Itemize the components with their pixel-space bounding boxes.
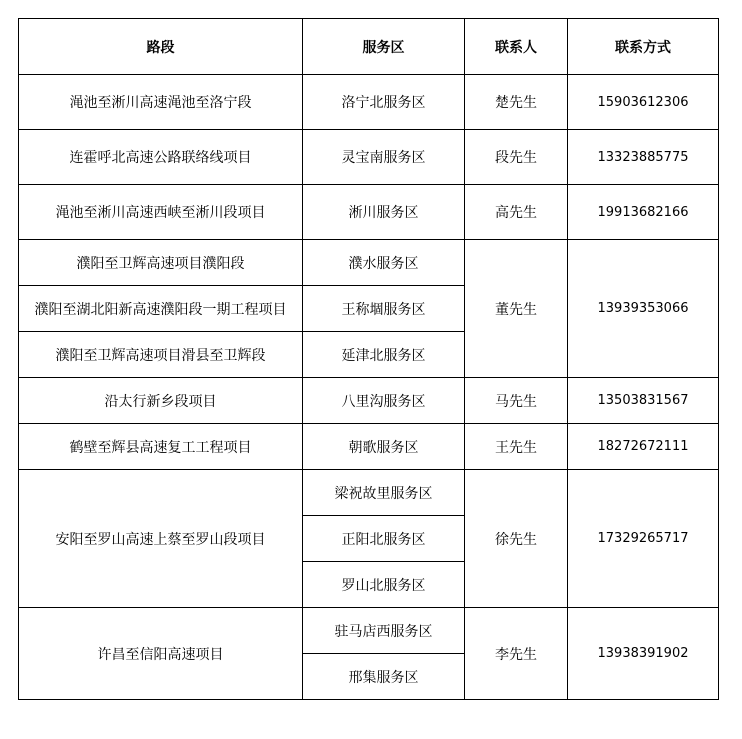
service-area-cell: 灵宝南服务区 bbox=[303, 130, 465, 185]
service-area-cell: 罗山北服务区 bbox=[303, 562, 465, 608]
table-container bbox=[18, 18, 719, 700]
table-row bbox=[19, 240, 719, 286]
contact-cell: 高先生 bbox=[465, 185, 568, 240]
service-area-cell: 梁祝故里服务区 bbox=[303, 470, 465, 516]
road-cell: 渑池至淅川高速西峡至淅川段项目 bbox=[19, 185, 303, 240]
phone-cell: 13323885775 bbox=[568, 130, 719, 185]
header-road: 路段 bbox=[19, 19, 303, 75]
service-area-cell: 驻马店西服务区 bbox=[303, 608, 465, 654]
service-area-cell: 淅川服务区 bbox=[303, 185, 465, 240]
service-area-cell: 朝歌服务区 bbox=[303, 424, 465, 470]
contact-cell: 李先生 bbox=[465, 608, 568, 700]
contact-cell: 段先生 bbox=[465, 130, 568, 185]
table-row bbox=[19, 75, 719, 130]
phone-cell: 17329265717 bbox=[568, 470, 719, 608]
table-row bbox=[19, 378, 719, 424]
service-area-cell: 延津北服务区 bbox=[303, 332, 465, 378]
header-contact: 联系人 bbox=[465, 19, 568, 75]
phone-cell: 18272672111 bbox=[568, 424, 719, 470]
road-cell: 濮阳至卫辉高速项目滑县至卫辉段 bbox=[19, 332, 303, 378]
table-row bbox=[19, 185, 719, 240]
header-service-area: 服务区 bbox=[303, 19, 465, 75]
phone-cell: 19913682166 bbox=[568, 185, 719, 240]
table-row bbox=[19, 424, 719, 470]
road-cell: 濮阳至湖北阳新高速濮阳段一期工程项目 bbox=[19, 286, 303, 332]
table-row bbox=[19, 470, 719, 516]
contact-cell: 马先生 bbox=[465, 378, 568, 424]
phone-cell: 13939353066 bbox=[568, 240, 719, 378]
road-cell: 连霍呼北高速公路联络线项目 bbox=[19, 130, 303, 185]
header-phone: 联系方式 bbox=[568, 19, 719, 75]
road-cell: 渑池至淅川高速渑池至洛宁段 bbox=[19, 75, 303, 130]
phone-cell: 13938391902 bbox=[568, 608, 719, 700]
service-area-cell: 正阳北服务区 bbox=[303, 516, 465, 562]
contact-cell: 董先生 bbox=[465, 240, 568, 378]
road-cell: 濮阳至卫辉高速项目濮阳段 bbox=[19, 240, 303, 286]
contact-cell: 楚先生 bbox=[465, 75, 568, 130]
road-cell: 鹤壁至辉县高速复工工程项目 bbox=[19, 424, 303, 470]
service-area-cell: 八里沟服务区 bbox=[303, 378, 465, 424]
service-area-cell: 濮水服务区 bbox=[303, 240, 465, 286]
contact-table bbox=[18, 18, 719, 700]
table-row bbox=[19, 608, 719, 654]
contact-cell: 王先生 bbox=[465, 424, 568, 470]
road-cell: 许昌至信阳高速项目 bbox=[19, 608, 303, 700]
table-header-row bbox=[19, 19, 719, 75]
table-row bbox=[19, 130, 719, 185]
road-cell: 安阳至罗山高速上蔡至罗山段项目 bbox=[19, 470, 303, 608]
service-area-cell: 王称堌服务区 bbox=[303, 286, 465, 332]
phone-cell: 15903612306 bbox=[568, 75, 719, 130]
service-area-cell: 洛宁北服务区 bbox=[303, 75, 465, 130]
phone-cell: 13503831567 bbox=[568, 378, 719, 424]
road-cell: 沿太行新乡段项目 bbox=[19, 378, 303, 424]
contact-cell: 徐先生 bbox=[465, 470, 568, 608]
service-area-cell: 邢集服务区 bbox=[303, 654, 465, 700]
